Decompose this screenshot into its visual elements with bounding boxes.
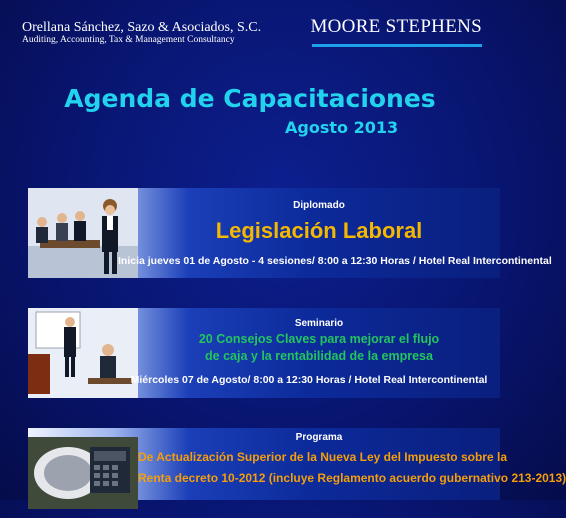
calculator-photo-icon (28, 428, 138, 518)
page-subtitle: Agosto 2013 (285, 118, 399, 137)
event-heading-line1: 20 Consejos Claves para mejorar el flujo (198, 332, 440, 346)
event-heading-line2: Renta decreto 10-2012 (incluye Reglamento acuerdo gubernativo 213-2013) (138, 471, 566, 485)
event-kind: Diplomado (293, 200, 345, 211)
event-heading: Legislación Laboral (215, 218, 423, 243)
firm-tagline: Auditing, Accounting, Tax & Management Consultancy (22, 35, 235, 45)
event-banner-programa[interactable] (28, 428, 566, 500)
brand-underline (312, 44, 482, 47)
event-kind: Programa (295, 432, 343, 443)
firm-block (22, 20, 261, 46)
event-detail: Inicia jueves 01 de Agosto - 4 sesiones/ 8:00 a 12:30 Horas / Hotel Real Intercontinental (118, 255, 552, 267)
page-title: Agenda de Capacitaciones (64, 84, 436, 113)
event-banner-seminario[interactable] (28, 308, 500, 398)
event-banner-diplomado[interactable] (28, 188, 552, 278)
event-kind: Seminario (294, 318, 344, 329)
event-detail: Miércoles 07 de Agosto/ 8:00 a 12:30 Horas / Hotel Real Intercontinental (130, 374, 488, 386)
firm-name: Orellana Sánchez, Sazo & Asociados, S.C. (22, 20, 262, 35)
event-heading-line1: De Actualización Superior de la Nueva Ley del Impuesto sobre la (138, 450, 507, 464)
event-heading-line2: de caja y la rentabilidad de la empresa (205, 349, 433, 363)
brand-name: MOORE STEPHENS (310, 16, 482, 37)
